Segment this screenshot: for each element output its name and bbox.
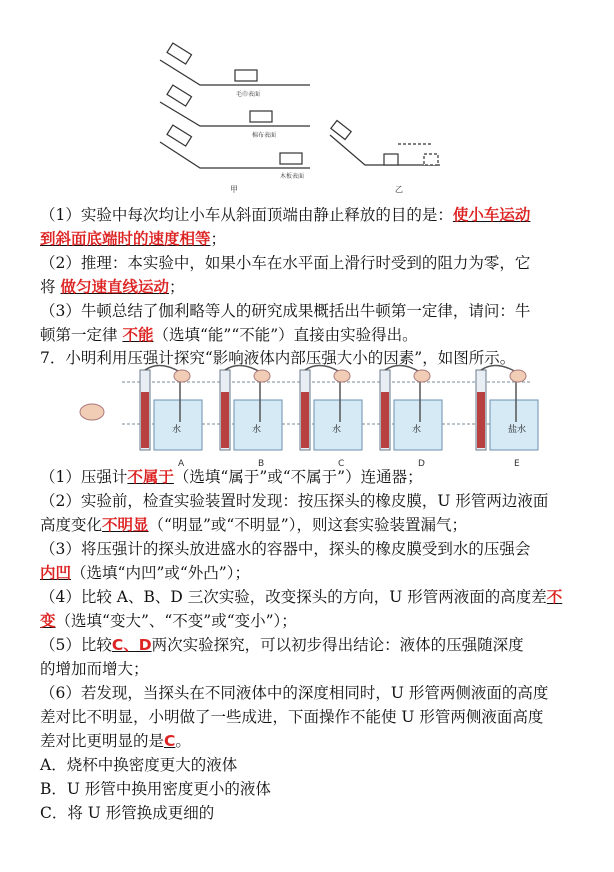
answer-7-4b: 变 (40, 612, 56, 630)
answer-7-2: 不明显 (102, 516, 149, 534)
letter-c: C (338, 459, 345, 468)
q7-part5-line1: （5）比较C、D两次实验探究，可以初步得出结论：液体的压强随深度 (40, 636, 524, 654)
figure-label-jia: 甲 (230, 185, 238, 194)
hand (174, 370, 190, 382)
beaker-label: 盐水 (508, 425, 527, 435)
u-tube-liquid (477, 392, 485, 448)
q7-part6-line1: （6）若发现，当探头在不同液体中的深度相同时，U 形管两侧液面的高度 (40, 684, 549, 702)
beaker-label: 水 (172, 425, 182, 435)
q7-part3-line1: （3）将压强计的探头放进盛水的容器中，探头的橡皮膜受到水的压强会 (40, 540, 531, 558)
answer-7-1: 不属于 (127, 468, 174, 486)
beaker-label: 水 (252, 425, 262, 435)
letter-e: E (514, 459, 520, 468)
figure-pressure-gauges (62, 362, 560, 468)
answer-6-2: 做匀速直线运动 (60, 278, 169, 296)
q7-part6-line2: 差对比不明显，小明做了一些成进，下面操作不能使 U 形管两侧液面高度 (40, 708, 544, 726)
surface-label-3: 木板表面 (280, 173, 305, 180)
answer-6-1a: 使小车运动 (452, 206, 531, 224)
answer-6-3: 不能 (122, 326, 154, 344)
surface-label-2: 棉布表面 (252, 132, 277, 139)
option-c: C．将 U 形管换成更细的 (40, 804, 215, 822)
option-b: B．U 形管中换用密度更小的液体 (40, 780, 271, 798)
answer-7-5: C、D (111, 636, 152, 654)
hand (334, 370, 350, 382)
hand (254, 370, 270, 382)
q7-part1: （1）压强计不属于（选填“属于”或“不属于”）连通器； (40, 468, 423, 486)
hand (414, 370, 430, 382)
q7-part3-line2: 内凹（选填“内凹”或“外凸”）； (40, 564, 250, 582)
u-tube-liquid (301, 392, 309, 448)
q6-part3-line2: 顿第一定律 不能（选填“能”“不能”）直接由实验得出。 (40, 326, 418, 344)
q7-part5-line2: 的增加而增大； (40, 660, 149, 678)
letter-d: D (418, 459, 425, 468)
q7-part4-line1: （4）比较 A、B、D 三次实验，改变探头的方向，U 形管两液面的高度差不 (40, 588, 563, 606)
q7-title: 7．小明利用压强计探究“影响液体内部压强大小的因素”，如图所示。 (40, 349, 516, 367)
hand (510, 370, 526, 382)
u-tube-liquid (381, 392, 389, 448)
answer-7-4a: 不 (546, 588, 563, 606)
q6-part1-line1: （1）实验中每次均让小车从斜面顶端由静止释放的目的是：使小车运动 (40, 206, 531, 224)
letter-a: A (178, 459, 185, 468)
q7-part4-line2: 变（选填“变大”、“不变”或“变小”）； (40, 612, 297, 630)
beaker-label: 水 (332, 425, 342, 435)
q6-part1-line2: 到斜面底端时的速度相等； (40, 230, 227, 248)
option-a: A．烧杯中换密度更大的液体 (40, 756, 238, 774)
letter-b: B (258, 459, 265, 468)
q7-part6-line3: 差对比更明显的是C。 (40, 732, 191, 750)
q6-part3-line1: （3）牛顿总结了伽利略等人的研究成果概括出牛顿第一定律，请问：牛 (40, 302, 531, 320)
q6-part2-line1: （2）推理：本实验中，如果小车在水平面上滑行时受到的阻力为零，它 (40, 254, 531, 272)
u-tube-liquid (141, 392, 149, 448)
answer-6-1b: 到斜面底端时的速度相等 (40, 230, 211, 248)
u-tube-liquid (221, 392, 229, 448)
q7-part2-line2: 高度变化不明显（“明显”或“不明显”），则这套实验装置漏气； (40, 516, 467, 534)
q6-part2-line2: 将 做匀速直线运动； (40, 278, 185, 296)
figure-slopes (150, 40, 450, 200)
q7-part2-line1: （2）实验前，检查实验装置时发现：按压探头的橡皮膜，U 形管两边液面 (40, 492, 549, 510)
beaker-label: 水 (412, 425, 422, 435)
answer-7-3: 内凹 (40, 564, 72, 582)
answer-7-6: C (164, 732, 176, 750)
surface-label-1: 毛巾表面 (236, 91, 261, 98)
figure-label-yi: 乙 (395, 185, 403, 194)
